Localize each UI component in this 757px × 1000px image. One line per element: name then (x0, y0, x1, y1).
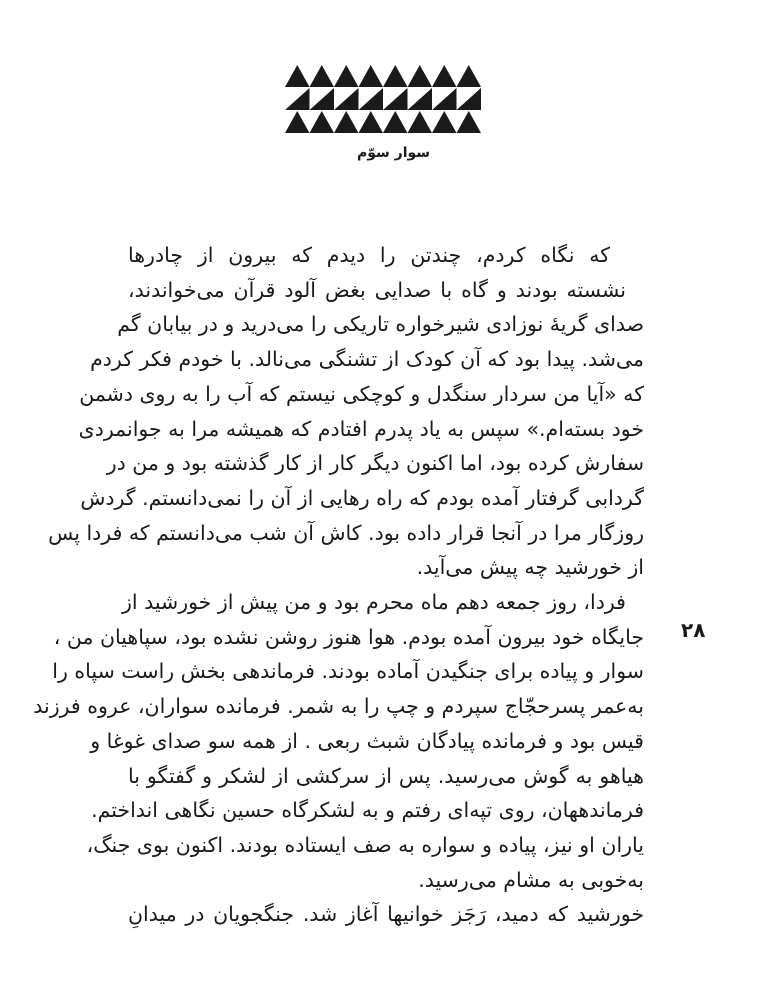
text-line: که نگاه کردم، چندتن را دیدم که بیرون از چادرها (128, 243, 610, 267)
ornament-triangle (457, 111, 482, 133)
ornament-triangle (408, 111, 433, 133)
page-number: ۲۸ (681, 618, 706, 642)
ornament-triangle (408, 88, 433, 110)
text-line: به‌عمر پسرحجّاج سپردم و چپ را به شمر. فرمانده سواران، عروه فرزند (33, 694, 644, 719)
ornament-triangle (383, 111, 408, 133)
ornament-triangle (383, 88, 408, 110)
text-line: یاران او نیز، پیاده و سواره به صف ایستاده بودند. اکنون بوی جنگ، (86, 832, 644, 857)
text-line: از خورشید چه پیش می‌آید. (416, 555, 644, 580)
text-line: می‌شد. پیدا بود که آن کودک از تشنگی می‌نالد. با خودم فکر کردم (90, 347, 644, 372)
ornament-triangle (359, 111, 384, 133)
triangle-pattern-ornament (285, 65, 481, 133)
text-line: سوار و پیاده برای جنگیدن آماده بودند. فرماندهی بخش راست سپاه را (52, 659, 644, 684)
ornament-triangle (285, 65, 310, 87)
ornament-triangle (334, 65, 359, 87)
text-line: فردا، روز جمعه دهم ماه محرم بود و من پیش از خورشید از (121, 590, 626, 615)
text-line: نشسته بودند و گاه با صدایی بغض آلود قرآن می‌خواندند، (128, 277, 626, 302)
ornament-triangle (334, 88, 359, 110)
ornament-triangle (457, 88, 482, 110)
ornament-triangle (359, 65, 384, 87)
text-line: جایگاه خود بیرون آمده بودم. هوا هنوز روشن نشده بود، سپاهیان من ، (53, 624, 644, 649)
ornament-triangle (457, 65, 482, 87)
ornament-triangle (432, 88, 457, 110)
text-line: صدای گریهٔ نوزادی شیرخواره تاریکی را می‌درید و در بیابان گم (117, 312, 644, 337)
ornament-triangle (285, 111, 310, 133)
ornament-triangle (432, 65, 457, 87)
ornament-triangle (359, 88, 384, 110)
ornament-triangle (285, 88, 310, 110)
text-line: روزگار مرا در آنجا قرار داده بود. کاش آن شب می‌دانستم که فردا پس (48, 520, 644, 545)
ornament-triangle (432, 111, 457, 133)
ornament-triangle (310, 111, 335, 133)
text-line: هیاهو به گوش می‌رسید. پس از سرکشی از لشکر و گفتگو با (128, 763, 644, 788)
text-line: فرماندههان، روی تپه‌ای رفتم و به لشکرگاه حسین نگاهی انداختم. (91, 798, 644, 823)
ornament-triangle (310, 65, 335, 87)
text-line: قیس بود و فرمانده پیادگان شبث ربعی . از همه سو صدای غوغا و (90, 728, 644, 753)
text-line: خود بسته‌ام.» سپس به یاد پدرم افتادم که همیشه مرا به جوانمردی (78, 416, 644, 441)
text-line: به‌خوبی به مشام می‌رسید. (418, 867, 644, 892)
ornament-triangle (408, 65, 433, 87)
ornament-triangle (383, 65, 408, 87)
text-line: گردابی گرفتار آمده بودم که راه رهایی از آن را نمی‌دانستم. گردش (80, 485, 644, 510)
ornament-triangle (334, 111, 359, 133)
ornament-triangle (310, 88, 335, 110)
chapter-title: سوار سوّم (356, 145, 431, 161)
body-text (33, 238, 644, 932)
text-line: که «آیا من سردار سنگدل و کوچکی نیستم که آب را به روی دشمن (79, 381, 644, 406)
text-line: خورشید که دمید، رَجَز خوانیها آغاز شد. جنگجویان در میدانِ (128, 902, 644, 927)
text-line: سفارش کرده بود، اما اکنون دیگر کار از کار گذشته بود و من در (106, 451, 644, 476)
